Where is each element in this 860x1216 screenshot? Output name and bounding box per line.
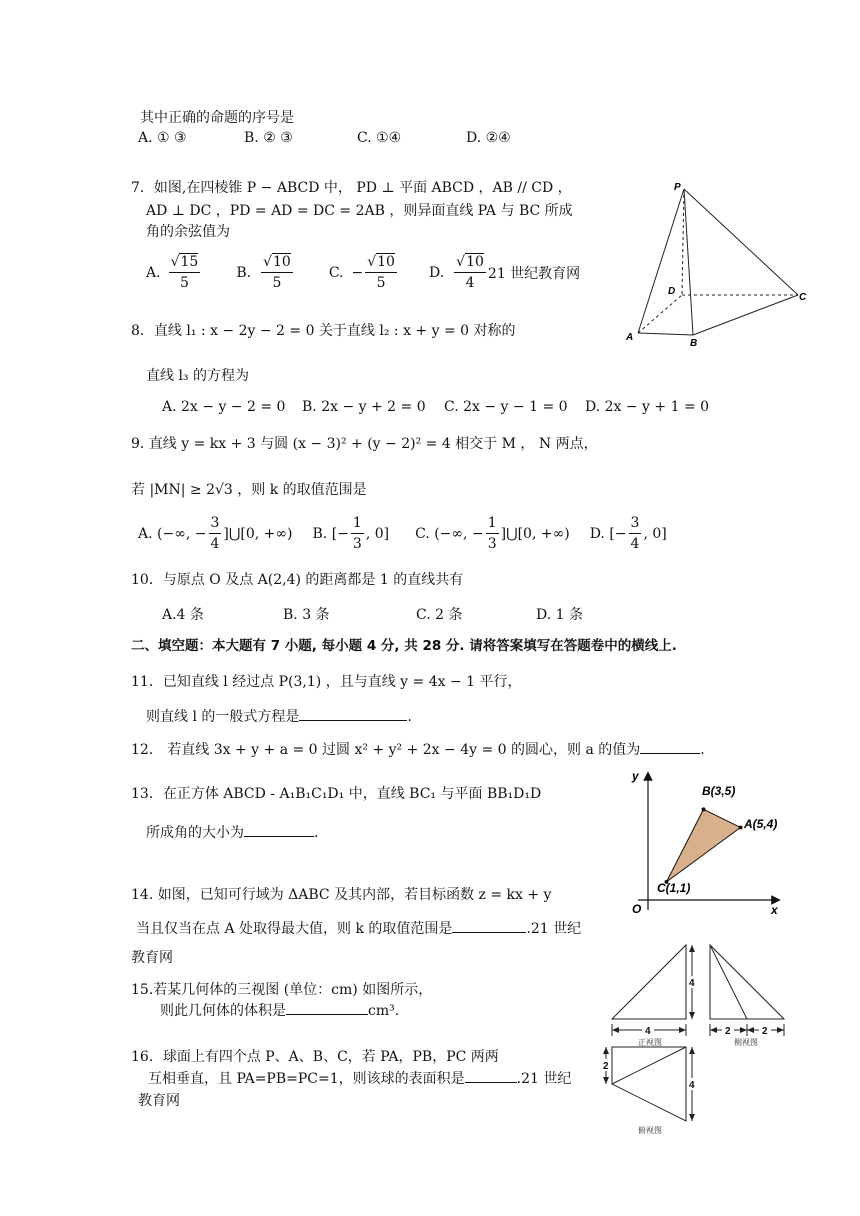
q10-option-c: C. 2 条 — [416, 607, 463, 623]
q7-c-den: 5 — [376, 275, 386, 291]
point-b — [702, 807, 706, 811]
q14-end: .21 世纪 — [526, 921, 582, 937]
q9-option-a-pre: A. (−∞, − — [138, 525, 207, 542]
q7-a-num: 15 — [180, 254, 199, 270]
q7-option-c-label: C. — [328, 264, 344, 281]
q7-d-num: 10 — [466, 254, 484, 270]
q9-a-num: 3 — [209, 513, 222, 534]
q16-end: .21 世纪 — [516, 1071, 572, 1087]
q9-option-d-frac — [629, 513, 642, 554]
q7-b-den: 5 — [272, 275, 282, 291]
q9-option-c-pre: C. (−∞, − — [415, 525, 484, 542]
q13-line2 — [146, 822, 318, 842]
q7-option-c-frac: $\frac{√10}{5}$ — [367, 254, 395, 291]
q7-option-d-label: D. — [428, 264, 445, 281]
q7-options — [146, 252, 580, 293]
pyramid-label-d: D — [668, 286, 676, 297]
q16-answer-blank[interactable] — [465, 1068, 517, 1083]
side-view-shape — [710, 945, 784, 1019]
q6-option-c: C. ①④ — [357, 130, 402, 146]
pyramid-figure — [618, 180, 818, 350]
q7-option-b-frac: $\frac{√10}{5}$ — [263, 254, 291, 291]
q16-line3: 教育网 — [138, 1093, 180, 1109]
q15-text: 则此几何体的体积是 — [160, 1003, 286, 1019]
side-view-label: 侧视图 — [734, 1038, 758, 1047]
q8-option-c: C. 2x − y − 1 = 0 — [444, 399, 568, 415]
q7-watermark: 21 世纪教育网 — [487, 265, 581, 282]
point-a-label: A(5,4) — [744, 817, 778, 831]
q14-answer-blank[interactable] — [452, 918, 526, 933]
q12-end: . — [700, 742, 705, 758]
q9-a-den: 4 — [210, 536, 220, 552]
q13-text: 所成角的大小为 — [146, 825, 244, 841]
y-axis-label: y — [632, 769, 639, 783]
q13-line1: 13．在正方体 ABCD - A₁B₁C₁D₁ 中，直线 BC₁ 与平面 BB₁D₁D — [131, 786, 542, 802]
q7-line3: 角的余弦值为 — [146, 224, 230, 240]
q10-option-a: A.4 条 — [162, 607, 204, 623]
q6-option-b: B. ② ③ — [244, 130, 293, 146]
q11-line2-end: . — [407, 709, 412, 725]
q11-answer-blank[interactable] — [299, 706, 407, 721]
q14-text: 当且仅当在点 A 处取得最大值，则 k 的取值范围是 — [136, 921, 453, 937]
q10-line1: 10．与原点 O 及点 A(2,4) 的距离都是 1 的直线共有 — [131, 572, 464, 588]
q13-end: . — [314, 825, 319, 841]
dim-side-left: 2 — [725, 1026, 731, 1037]
dim-top-left: 2 — [603, 1061, 609, 1072]
q14-line2 — [136, 918, 581, 938]
point-c-label: C(1,1) — [657, 881, 691, 895]
q7-line2: AD ⊥ DC ，PD = AD = DC = 2AB ，则异面直线 PA 与 BC 所成 — [146, 203, 573, 219]
q11-line2 — [146, 706, 412, 726]
q10-option-b: B. 3 条 — [283, 607, 330, 623]
q9-option-a-post: ]⋃[0, +∞) — [223, 525, 293, 542]
section-2-heading: 二、填空题：本大题有 7 小题, 每小题 4 分, 共 28 分. 请将答案填写在答题卷中的横线上. — [131, 638, 677, 654]
q9-option-d-pre: D. [− — [589, 525, 627, 542]
q9-option-b-frac — [351, 513, 364, 554]
q8-line2: 直线 l₃ 的方程为 — [146, 368, 249, 384]
origin-label: O — [632, 902, 642, 916]
q6-option-d: D. ②④ — [466, 130, 511, 146]
q9-d-den: 4 — [630, 536, 640, 552]
q9-options — [138, 513, 667, 554]
q9-c-num: 1 — [486, 513, 499, 534]
q8-line1: 8．直线 l₁ : x − 2y − 2 = 0 关于直线 l₂ : x + y = 0 对称的 — [131, 323, 516, 339]
q6-tail: 其中正确的命题的序号是 — [140, 110, 294, 126]
point-b-label: B(3,5) — [702, 784, 736, 798]
front-view-shape — [612, 945, 686, 1019]
point-a — [739, 825, 743, 829]
x-axis-label: x — [771, 903, 778, 917]
q7-b-num: 10 — [272, 254, 291, 270]
three-view-figure — [598, 940, 812, 1136]
dim-top-right: 4 — [689, 1080, 695, 1091]
q8-option-a: A. 2x − y − 2 = 0 — [162, 399, 286, 415]
q9-option-c-post: ]⋃[0, +∞) — [500, 525, 570, 542]
q9-option-a-frac — [209, 513, 222, 554]
q8-option-d: D. 2x − y + 1 = 0 — [585, 399, 710, 415]
q9-c-den: 3 — [487, 536, 497, 552]
q9-line2: 若 |MN| ≥ 2√3 ，则 k 的取值范围是 — [131, 482, 367, 498]
q15-answer-blank[interactable] — [286, 1000, 368, 1015]
q8-option-b: B. 2x − y + 2 = 0 — [302, 399, 426, 415]
dim-front-width: 4 — [645, 1026, 651, 1037]
feasible-region-figure — [624, 768, 784, 918]
q9-option-c-frac — [486, 513, 499, 554]
q7-a-den: 5 — [179, 275, 189, 291]
q7-option-b-label: B. — [236, 264, 252, 281]
feasible-region — [667, 809, 741, 882]
top-view-label: 俯视图 — [638, 1126, 662, 1135]
q12-text: 12． 若直线 3x + y + a = 0 过圆 x² + y² + 2x − 4y = 0 的圆心，则 a 的值为 — [131, 742, 641, 758]
top-view-shape — [612, 1047, 686, 1121]
q7-c-num: 10 — [377, 254, 395, 270]
q16-line2 — [148, 1068, 571, 1088]
pyramid-label-c: C — [799, 292, 807, 303]
pyramid-label-p: P — [674, 182, 681, 193]
q7-c-neg: − — [351, 264, 364, 281]
q9-b-den: 3 — [352, 536, 362, 552]
dim-front-height: 4 — [689, 978, 695, 989]
q15-line1: 15.若某几何体的三视图 (单位：cm) 如图所示， — [131, 982, 433, 998]
q9-d-num: 3 — [629, 513, 642, 534]
q9-option-b-post: , 0] — [365, 525, 390, 542]
pyramid-label-b: B — [690, 338, 698, 349]
dim-side-right: 2 — [762, 1026, 768, 1037]
q6-option-a: A. ① ③ — [138, 130, 187, 146]
q15-line2 — [160, 1000, 399, 1020]
q9-option-d-post: , 0] — [643, 525, 667, 542]
q11-line1: 11．已知直线 l 经过点 P(3,1) ，且与直线 y = 4x − 1 平行， — [131, 674, 522, 690]
q14-line1: 14. 如图，已知可行域为 ΔABC 及其内部，若目标函数 z = kx + y — [131, 887, 552, 903]
q7-option-a-label: A. — [146, 264, 161, 281]
q9-option-b-pre: B. [− — [312, 525, 349, 542]
q9-b-num: 1 — [351, 513, 364, 534]
q13-answer-blank[interactable] — [244, 822, 314, 837]
q7-line1: 7．如图,在四棱锥 P − ABCD 中， PD ⊥ 平面 ABCD ，AB // CD ， — [131, 180, 572, 196]
front-view-label: 正视图 — [638, 1038, 662, 1047]
q14-line3: 教育网 — [131, 950, 173, 966]
q16-line1: 16．球面上有四个点 P、A、B、C，若 PA，PB，PC 两两 — [131, 1049, 499, 1065]
q12-answer-blank[interactable] — [640, 739, 700, 754]
q9-line1: 9. 直线 y = kx + 3 与圆 (x − 3)² + (y − 2)² = 4 相交于 M ， N 两点， — [131, 436, 598, 452]
q7-option-a-frac: $\frac{√15}{5}$ — [170, 254, 199, 291]
q7-d-den: 4 — [465, 275, 475, 291]
q10-option-d: D. 1 条 — [536, 607, 583, 623]
q7-option-d-frac: $\frac{√10}{4}$ — [456, 254, 484, 291]
q16-text: 互相垂直，且 PA=PB=PC=1，则该球的表面积是 — [148, 1071, 465, 1087]
q12-line1 — [131, 739, 705, 759]
q11-line2-text: 则直线 l 的一般式方程是 — [146, 709, 300, 725]
q15-end: cm³. — [368, 1003, 400, 1019]
pyramid-label-a: A — [626, 332, 634, 343]
